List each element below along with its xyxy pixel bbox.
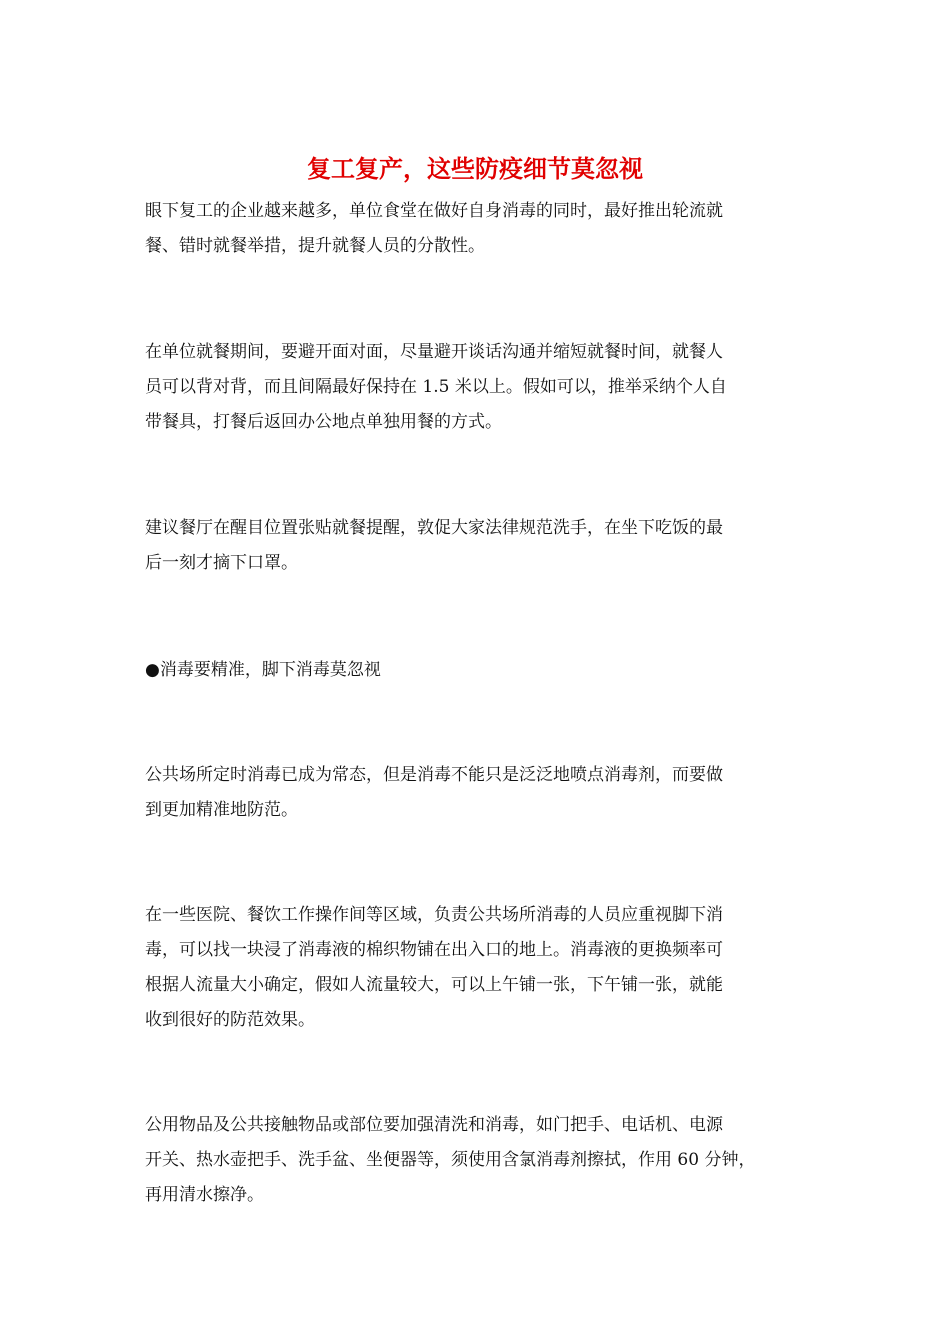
paragraph-line: 后一刻才摘下口罩。 (145, 553, 298, 573)
paragraph-handwashing-reminder (145, 511, 805, 581)
paragraph-line: 到更加精准地防范。 (145, 800, 298, 820)
paragraph-floor-disinfection (145, 898, 805, 1038)
paragraph-line: 在一些医院、餐饮工作操作间等区域，负责公共场所消毒的人员应重视脚下消 (145, 905, 723, 925)
paragraph-line: 带餐具，打餐后返回办公地点单独用餐的方式。 (145, 412, 502, 432)
paragraph-public-objects (145, 1108, 805, 1213)
paragraph-line: 在单位就餐期间，要避开面对面，尽量避开谈话沟通并缩短就餐时间，就餐人 (145, 342, 723, 362)
paragraph-line: 开关、热水壶把手、洗手盆、坐便器等，须使用含氯消毒剂擦拭，作用 60 分钟， (145, 1150, 756, 1170)
paragraph-line: 公共场所定时消毒已成为常态，但是消毒不能只是泛泛地喷点消毒剂，而要做 (145, 765, 723, 785)
paragraph-line: 建议餐厅在醒目位置张贴就餐提醒，敦促大家法律规范洗手，在坐下吃饭的最 (145, 518, 723, 538)
paragraph-line: 根据人流量大小确定，假如人流量较大，可以上午铺一张，下午铺一张，就能 (145, 975, 723, 995)
paragraph-line: 餐、错时就餐举措，提升就餐人员的分散性。 (145, 236, 485, 256)
document-title: 复工复产，这些防疫细节莫忽视 (307, 154, 643, 183)
paragraph-dining-distance (145, 335, 805, 440)
section-heading-disinfection (145, 653, 805, 688)
paragraph-line: 毒，可以找一块浸了消毒液的棉织物铺在出入口的地上。消毒液的更换频率可 (145, 940, 723, 960)
paragraph-precise-disinfection (145, 758, 805, 828)
paragraph-line: 收到很好的防范效果。 (145, 1010, 315, 1030)
paragraph-line: ●消毒要精准，脚下消毒莫忽视 (145, 660, 381, 680)
paragraph-line: 眼下复工的企业越来越多，单位食堂在做好自身消毒的同时，最好推出轮流就 (145, 201, 723, 221)
paragraph-line: 公用物品及公共接触物品或部位要加强清洗和消毒，如门把手、电话机、电源 (145, 1115, 723, 1135)
paragraph-line: 员可以背对背，而且间隔最好保持在 1.5 米以上。假如可以，推举采纳个人自 (145, 377, 727, 397)
paragraph-staggered-dining (145, 194, 805, 264)
paragraph-line: 再用清水擦净。 (145, 1185, 264, 1205)
